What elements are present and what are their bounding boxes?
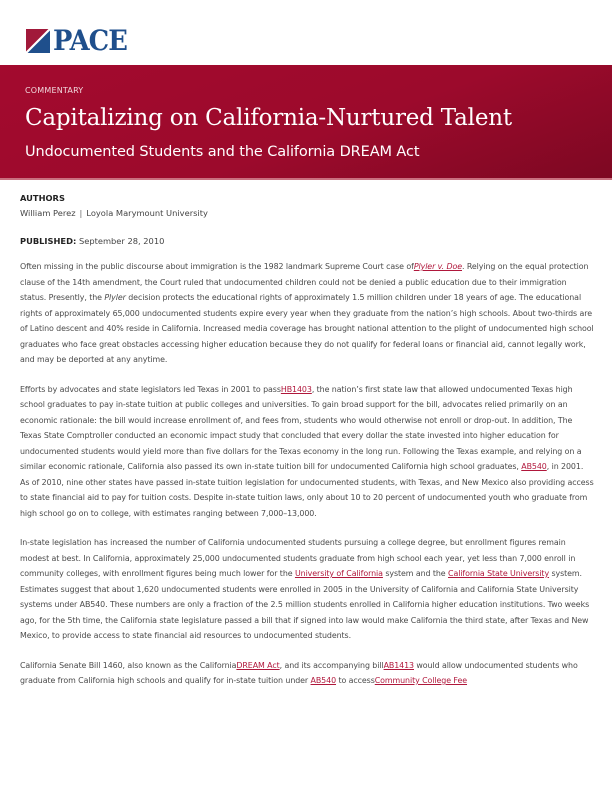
pace-logo-text: PACE <box>53 24 127 57</box>
link-university-of-california[interactable]: University of California <box>294 569 383 578</box>
link-plyler-v-doe[interactable] <box>414 262 462 271</box>
paragraph-text: California Senate Bill 1460, also known as the California <box>20 660 237 670</box>
paragraph-text: In-state legislation has increased the number of California undocumented students pursuing a college degree, but enrollment figures remain modest at best. In California, approximately 25,000 undocumented students graduate from high school each year, yet less than 7,000 enroll in community colleges, with enrollment figures being much lower for the <box>20 538 576 578</box>
author-byline <box>20 208 208 218</box>
paragraph-3 <box>20 535 595 644</box>
published-label: PUBLISHED: <box>20 236 77 246</box>
paragraph-text: , in 2001. As of 2010, nine other states have passed in-state tuition legislation for undocumented students, with Texas, and New Mexico also providing access to state financial aid to pay for tuition costs. Despite in-state tuition laws, only about 10 to 20 percent of undocumented youth who graduate from high school go on to college, with estimates ranging between 7,000–13,000. <box>20 462 594 518</box>
author-name: William Perez <box>20 208 76 218</box>
paragraph-text: system and the <box>382 569 449 578</box>
paragraph-text: Often missing in the public discourse about immigration is the 1982 landmark Supreme Court case of <box>20 262 414 271</box>
header-banner <box>0 65 612 180</box>
paragraph-text: , and its accompanying bill <box>279 660 384 670</box>
link-text: Plyler v. Doe <box>413 262 462 271</box>
link-ab1413[interactable]: AB1413 <box>383 660 414 670</box>
link-ab540-2[interactable]: AB540 <box>310 676 337 685</box>
paragraph-4 <box>20 658 595 689</box>
published-line <box>20 236 164 246</box>
page-subtitle: Undocumented Students and the California DREAM Act <box>25 144 420 160</box>
article-type-label: COMMENTARY <box>25 86 84 95</box>
paragraph-text: . Relying on the equal protection clause of the 14th amendment, the Court ruled that undocumented children could not be denied a public education due to their immigration status. Presently, the <box>20 262 589 302</box>
link-ab540[interactable]: AB540 <box>521 462 547 471</box>
paragraph-text: Efforts by advocates and state legislators led Texas in 2001 to pass <box>20 384 281 394</box>
link-california-state-university[interactable]: California State University <box>448 569 550 578</box>
paragraph-1 <box>20 259 595 368</box>
page-title: Capitalizing on California-Nurtured Talent <box>25 105 512 131</box>
paragraph-text: decision protects the educational rights of approximately 1.5 million children under 18 years of age. The educational rights of approximately 65,000 undocumented students expire every year when they graduate from the nation’s high schools. About two-thirds are of Latino descent and 40% reside in California. Increased media coverage has brought national attention to the plight of undocumented high school graduates who face great obstacles accessing higher education because they do not qualify for federal loans or financial aid, cannot legally work, and may be deported at any anytime. <box>20 293 594 364</box>
author-affiliation: Loyola Marymount University <box>86 208 208 218</box>
link-dream-act[interactable]: DREAM Act <box>236 660 280 670</box>
link-community-college-fee[interactable]: Community College Fee <box>374 676 468 685</box>
byline-separator: | <box>79 208 83 218</box>
paragraph-text: to access <box>336 676 375 685</box>
link-hb1403[interactable]: HB1403 <box>280 384 312 394</box>
case-name-italic: Plyler <box>104 293 126 302</box>
paragraph-text: would allow undocumented students who graduate from California high schools and qualify for in-state tuition under <box>20 660 578 685</box>
article-body <box>20 259 595 703</box>
pace-logo-mark-icon <box>26 29 50 53</box>
authors-label: AUTHORS <box>20 193 65 203</box>
paragraph-text: , the nation’s first state law that allowed undocumented Texas high school graduates to pay in-state tuition at public colleges and universities. To gain broad support for the bill, advocates relied primarily on an economic rationale: the bill would increase enrollment of, and fees from, students who would otherwise not enroll or drop-out. In addition, The Texas State Comptroller conducted an economic impact study that concluded that every dollar the state invested into higher education for undocumented students would yield more than five dollars for the Texas economy in the long run. Following the Texas example, and relying on a similar economic rationale, California also passed its own in-state tuition bill for undocumented California high school graduates, <box>20 384 582 471</box>
paragraph-text: system. Estimates suggest that about 1,620 undocumented students were enrolled in 2005 in the University of California and California State University systems under AB540. These numbers are only a fraction of the 2.5 million students enrolled in California higher education institutions. Two weeks ago, for the 5th time, the California state legislature passed a bill that if signed into law would make California the third state, after Texas and New Mexico, to provide access to state financial aid resources to undocumented students. <box>20 569 590 640</box>
pace-logo[interactable] <box>26 24 133 57</box>
published-date: September 28, 2010 <box>78 236 165 246</box>
paragraph-2 <box>20 382 595 522</box>
